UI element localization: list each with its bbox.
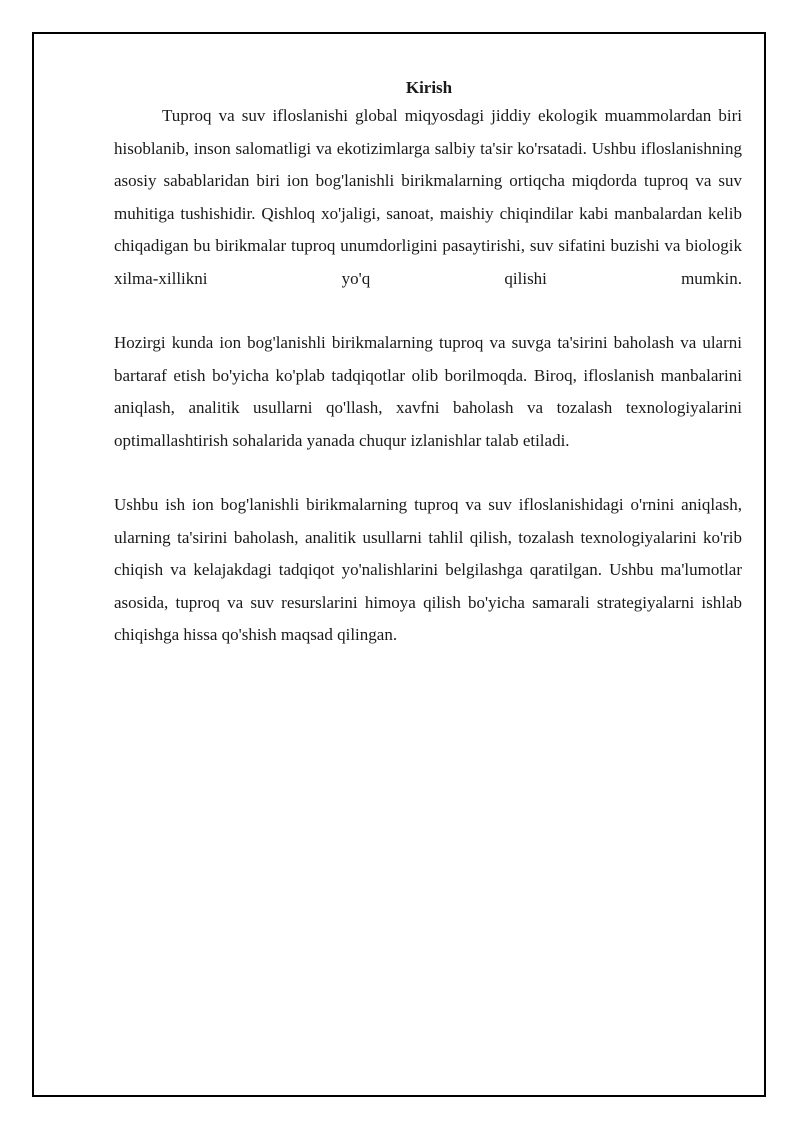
paragraph-spacer <box>114 457 742 489</box>
intro-paragraph-3: Ushbu ish ion bog'lanishli birikmalarning tuproq va suv ifloslanishidagi o'rnini aniqlash, ularning ta'sirini baholash, analitik usullarni tahlil qilish, tozalash texnologiyalarini ko'rib chiqish va kelajakdagi tadqiqot yo'nalishlarini belgilashga qaratilgan. Ushbu ma'lumotlar asosida, tuproq va suv resurslarini himoya qilish bo'yicha samarali strategiyalarni ishlab chiqishga hissa qo'shish maqsad qilingan. <box>114 495 742 644</box>
intro-paragraph-2: Hozirgi kunda ion bog'lanishli birikmalarning tuproq va suvga ta'sirini baholash va ularni bartaraf etish bo'yicha ko'plab tadqiqotlar olib borilmoqda. Biroq, ifloslanish manbalarini aniqlash, analitik usullarni qo'llash, xavfni baholash va tozalash texnologiyalarini optimallashtirish sohalarida yanada chuqur izlanishlar talab etiladi. <box>114 333 742 450</box>
intro-paragraph-1: Tuproq va suv ifloslanishi global miqyosdagi jiddiy ekologik muammolardan biri hisoblanib, inson salomatligi va ekotizimlarga salbiy ta'sir ko'rsatadi. Ushbu ifloslanishning asosiy sabablaridan biri ion bog'lanishli birikmalarning ortiqcha miqdorda tuproq va suv muhitiga tushishidir. Qishloq xo'jaligi, sanoat, maishiy chiqindilar kabi manbalardan kelib chiqadigan bu birikmalar tuproq unumdorligini pasaytirishi, suv sifatini buzishi va biologik xilma-xillikni yo'q qilishi mumkin. <box>114 106 742 288</box>
document-title: Kirish <box>405 78 453 97</box>
paragraph-spacer <box>114 295 742 327</box>
document-body <box>114 76 742 652</box>
